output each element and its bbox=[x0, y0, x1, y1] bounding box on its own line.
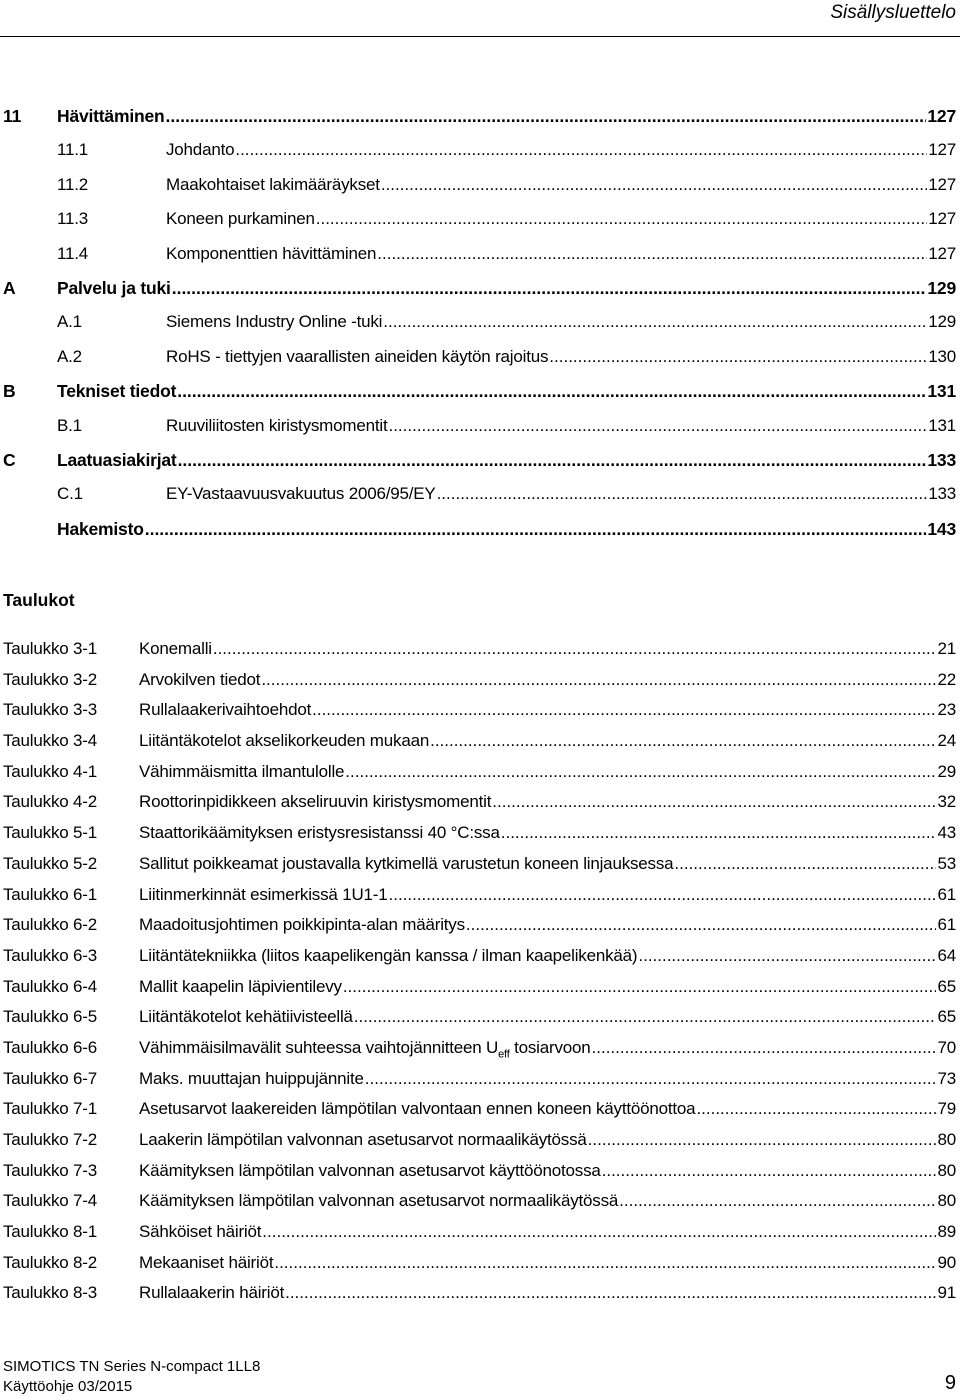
table-entry-number: Taulukko 7-1 bbox=[3, 1099, 97, 1119]
table-entry-title: Liitäntäkotelot akselikorkeuden mukaan bbox=[139, 731, 430, 751]
table-entry-number: Taulukko 3-3 bbox=[3, 700, 97, 720]
table-entry[interactable] bbox=[0, 695, 960, 726]
table-of-contents bbox=[0, 100, 960, 547]
table-entry[interactable] bbox=[0, 972, 960, 1003]
toc-entry-chapter-11[interactable] bbox=[0, 100, 960, 134]
toc-entry-11-2[interactable] bbox=[0, 169, 960, 203]
toc-entry-title: Hakemisto bbox=[57, 518, 144, 539]
toc-entry-a-1[interactable] bbox=[0, 306, 960, 340]
toc-entry-page: 127 bbox=[928, 209, 956, 229]
toc-entry-page: 127 bbox=[928, 174, 956, 194]
title-text: Vähimmäisilmavälit suhteessa vaihtojännitteen U bbox=[139, 1037, 499, 1057]
toc-entry-number: B.1 bbox=[57, 415, 82, 435]
table-entry-number: Taulukko 6-2 bbox=[3, 915, 97, 935]
toc-entry-number: C.1 bbox=[57, 484, 83, 504]
dot-leader bbox=[354, 1007, 937, 1027]
dot-leader bbox=[602, 1161, 937, 1181]
table-entry[interactable] bbox=[0, 665, 960, 696]
toc-entry-b-1[interactable] bbox=[0, 410, 960, 444]
toc-entry-title: Palvelu ja tuki bbox=[57, 277, 171, 298]
table-entry[interactable] bbox=[0, 634, 960, 665]
footer-page-number: 9 bbox=[944, 1372, 956, 1394]
table-entry-title: Laakerin lämpötilan valvonnan asetusarvot normaalikäytössä bbox=[139, 1130, 587, 1149]
table-entry-title: Liitäntäkotelot kehätiivisteellä bbox=[139, 1007, 353, 1027]
dot-leader bbox=[172, 278, 927, 299]
table-entry-page: 70 bbox=[937, 1037, 956, 1057]
table-entry[interactable] bbox=[0, 1217, 960, 1248]
toc-entry-page: 129 bbox=[927, 277, 956, 298]
table-entry[interactable] bbox=[0, 1094, 960, 1125]
table-entry-page: 64 bbox=[937, 945, 956, 965]
toc-entry-title: Komponenttien hävittäminen bbox=[166, 243, 377, 263]
dot-leader bbox=[549, 347, 927, 367]
toc-entry-number: 11 bbox=[3, 106, 22, 126]
table-entry-number: Taulukko 4-1 bbox=[3, 761, 97, 781]
tables-section-title: Taulukot bbox=[3, 590, 75, 610]
toc-entry-11-1[interactable] bbox=[0, 134, 960, 168]
dot-leader bbox=[383, 312, 927, 332]
toc-entry-number: 11.3 bbox=[57, 209, 89, 229]
toc-entry-page: 131 bbox=[928, 415, 956, 435]
dot-leader bbox=[592, 1038, 937, 1058]
footer-product-name: SIMOTICS TN Series N-compact 1LL8 bbox=[3, 1358, 261, 1375]
table-entry-page: 90 bbox=[937, 1252, 956, 1272]
table-entry-title: Vähimmäismitta ilmantulolle bbox=[139, 761, 345, 781]
dot-leader bbox=[343, 977, 937, 997]
toc-entry-title: Tekniset tiedot bbox=[57, 381, 177, 402]
dot-leader bbox=[213, 639, 937, 659]
toc-entry-11-3[interactable] bbox=[0, 203, 960, 237]
table-entry-page: 80 bbox=[937, 1130, 956, 1149]
table-entry-title: Roottorinpidikkeen akseliruuvin kiristysmomentit bbox=[139, 792, 492, 812]
table-entry-number: Taulukko 6-7 bbox=[3, 1068, 97, 1088]
running-header-title: Sisällysluettelo bbox=[830, 2, 956, 23]
dot-leader bbox=[466, 915, 937, 935]
toc-entry-number: 11.1 bbox=[57, 140, 89, 160]
toc-entry-page: 127 bbox=[928, 140, 956, 160]
dot-leader bbox=[345, 762, 936, 782]
table-entry-page: 73 bbox=[937, 1068, 956, 1088]
toc-entry-c-1[interactable] bbox=[0, 478, 960, 512]
table-entry-title: Maks. muuttajan huippujännite bbox=[139, 1068, 364, 1088]
toc-entry-number: 11.4 bbox=[57, 243, 89, 263]
table-entry-page: 61 bbox=[937, 884, 956, 904]
table-entry-page: 79 bbox=[937, 1099, 956, 1119]
footer-document-edition: Käyttöohje 03/2015 bbox=[3, 1378, 133, 1395]
table-entry[interactable] bbox=[0, 818, 960, 849]
table-entry-title: Rullalaakerivaihtoehdot bbox=[139, 700, 312, 720]
table-entry[interactable] bbox=[0, 910, 960, 941]
toc-entry-title: Hävittäminen bbox=[57, 106, 165, 126]
table-entry[interactable] bbox=[0, 1002, 960, 1033]
toc-entry-page: 133 bbox=[927, 449, 956, 470]
dot-leader bbox=[696, 1099, 936, 1119]
dot-leader bbox=[145, 519, 927, 540]
dot-leader bbox=[261, 670, 936, 690]
toc-entry-a-2[interactable] bbox=[0, 341, 960, 375]
table-entry-number: Taulukko 3-1 bbox=[3, 639, 97, 658]
toc-entry-title: Ruuviliitosten kiristysmomentit bbox=[166, 415, 388, 435]
table-entry-number: Taulukko 6-3 bbox=[3, 945, 97, 965]
toc-entry-page: 130 bbox=[928, 346, 956, 366]
table-entry-title bbox=[139, 1038, 591, 1060]
dot-leader bbox=[316, 209, 927, 229]
toc-entry-number: A.2 bbox=[57, 346, 82, 366]
list-of-tables bbox=[0, 634, 960, 1309]
toc-entry-number: B bbox=[3, 381, 16, 402]
table-entry-number: Taulukko 6-1 bbox=[3, 884, 97, 904]
table-entry-page: 29 bbox=[937, 761, 956, 781]
toc-entry-title: EY-Vastaavuusvakuutus 2006/95/EY bbox=[166, 484, 436, 504]
table-entry-number: Taulukko 3-2 bbox=[3, 669, 97, 689]
toc-entry-page: 133 bbox=[928, 484, 956, 504]
table-entry-title: Sallitut poikkeamat joustavalla kytkimellä varustetun koneen linjauksessa bbox=[139, 853, 674, 873]
dot-leader bbox=[381, 175, 927, 195]
table-entry-number: Taulukko 6-6 bbox=[3, 1037, 97, 1057]
toc-entry-number: A.1 bbox=[57, 312, 82, 332]
table-entry-number: Taulukko 6-4 bbox=[3, 976, 97, 996]
table-entry-page: 61 bbox=[937, 915, 956, 935]
toc-entry-page: 131 bbox=[927, 381, 956, 402]
table-entry[interactable] bbox=[0, 1125, 960, 1156]
dot-leader bbox=[178, 450, 927, 471]
table-entry-page: 23 bbox=[937, 700, 956, 720]
table-entry[interactable] bbox=[0, 941, 960, 972]
toc-entry-chapter-a[interactable] bbox=[0, 272, 960, 306]
dot-leader bbox=[588, 1130, 937, 1150]
table-entry-page: 91 bbox=[937, 1283, 956, 1303]
toc-entry-number: 11.2 bbox=[57, 174, 89, 194]
table-entry-title: Maadoitusjohtimen poikkipinta-alan määritys bbox=[139, 915, 465, 935]
table-entry-title: Konemalli bbox=[139, 639, 212, 658]
toc-entry-page: 127 bbox=[928, 243, 956, 263]
table-entry-page: 21 bbox=[937, 639, 956, 658]
table-entry[interactable] bbox=[0, 880, 960, 911]
toc-entry-title: Johdanto bbox=[166, 140, 235, 160]
header-divider bbox=[0, 36, 960, 37]
table-entry-page: 24 bbox=[937, 731, 956, 751]
dot-leader bbox=[389, 885, 937, 905]
dot-leader bbox=[365, 1069, 937, 1089]
toc-entry-chapter-b[interactable] bbox=[0, 375, 960, 409]
table-entry-title: Käämityksen lämpötilan valvonnan asetusarvot normaalikäytössä bbox=[139, 1191, 619, 1211]
table-entry-page: 22 bbox=[937, 669, 956, 689]
table-entry[interactable] bbox=[0, 1033, 960, 1064]
title-text: tosiarvoon bbox=[509, 1037, 591, 1057]
dot-leader bbox=[285, 1283, 936, 1303]
toc-entry-11-4[interactable] bbox=[0, 238, 960, 272]
dot-leader bbox=[377, 244, 927, 264]
dot-leader bbox=[437, 484, 928, 504]
table-entry-page: 89 bbox=[937, 1222, 956, 1242]
table-entry-number: Taulukko 7-2 bbox=[3, 1130, 97, 1149]
table-entry-number: Taulukko 5-2 bbox=[3, 853, 97, 873]
dot-leader bbox=[674, 854, 936, 874]
table-entry-title: Arvokilven tiedot bbox=[139, 669, 261, 689]
toc-entry-title: Koneen purkaminen bbox=[166, 209, 315, 229]
table-entry-title: Liitäntätekniikka (liitos kaapelikengän kanssa / ilman kaapelikenkää) bbox=[139, 945, 638, 965]
table-entry-title: Staattorikäämityksen eristysresistanssi 40 °C:ssa bbox=[139, 823, 500, 843]
dot-leader bbox=[501, 823, 937, 843]
toc-entry-page: 143 bbox=[927, 518, 956, 539]
table-entry[interactable] bbox=[0, 1064, 960, 1095]
table-entry-page: 32 bbox=[937, 792, 956, 812]
dot-leader bbox=[638, 946, 936, 966]
table-entry-number: Taulukko 8-1 bbox=[3, 1222, 97, 1242]
table-entry-page: 53 bbox=[937, 853, 956, 873]
table-entry[interactable] bbox=[0, 1278, 960, 1309]
table-entry-number: Taulukko 6-5 bbox=[3, 1007, 97, 1027]
dot-leader bbox=[235, 140, 927, 160]
table-entry-title: Käämityksen lämpötilan valvonnan asetusarvot käyttöönotossa bbox=[139, 1160, 601, 1180]
table-entry[interactable] bbox=[0, 1186, 960, 1217]
toc-entry-chapter-c[interactable] bbox=[0, 444, 960, 478]
table-entry-title: Mekaaniset häiriöt bbox=[139, 1252, 274, 1272]
dot-leader bbox=[619, 1191, 936, 1211]
table-entry-page: 65 bbox=[937, 1007, 956, 1027]
table-entry-page: 80 bbox=[937, 1160, 956, 1180]
table-entry[interactable] bbox=[0, 1156, 960, 1187]
table-entry[interactable] bbox=[0, 1248, 960, 1279]
dot-leader bbox=[388, 416, 927, 436]
dot-leader bbox=[262, 1222, 936, 1242]
table-entry-number: Taulukko 8-2 bbox=[3, 1252, 97, 1272]
table-entry-title: Rullalaakerin häiriöt bbox=[139, 1283, 285, 1303]
toc-entry-number: C bbox=[3, 449, 16, 470]
table-entry-title: Liitinmerkinnät esimerkissä 1U1-1 bbox=[139, 884, 388, 904]
dot-leader bbox=[492, 792, 936, 812]
dot-leader bbox=[312, 700, 936, 720]
table-entry[interactable] bbox=[0, 787, 960, 818]
table-entry-number: Taulukko 4-2 bbox=[3, 792, 97, 812]
table-entry-number: Taulukko 3-4 bbox=[3, 731, 97, 751]
toc-entry-title: Laatuasiakirjat bbox=[57, 449, 177, 470]
toc-entry-title: RoHS - tiettyjen vaarallisten aineiden käytön rajoitus bbox=[166, 346, 549, 366]
title-subscript: eff bbox=[498, 1048, 510, 1061]
toc-entry-title: Siemens Industry Online -tuki bbox=[166, 312, 383, 332]
table-entry-number: Taulukko 7-3 bbox=[3, 1160, 97, 1180]
dot-leader bbox=[430, 731, 936, 751]
table-entry-number: Taulukko 7-4 bbox=[3, 1191, 97, 1211]
toc-entry-index[interactable] bbox=[0, 513, 960, 547]
table-entry[interactable] bbox=[0, 849, 960, 880]
table-entry[interactable] bbox=[0, 757, 960, 788]
dot-leader bbox=[274, 1253, 936, 1273]
table-entry-page: 65 bbox=[937, 976, 956, 996]
table-entry-number: Taulukko 5-1 bbox=[3, 823, 97, 843]
table-entry-page: 43 bbox=[937, 823, 956, 843]
toc-entry-title: Maakohtaiset lakimääräykset bbox=[166, 174, 380, 194]
table-entry-page: 80 bbox=[937, 1191, 956, 1211]
toc-entry-page: 127 bbox=[927, 106, 956, 126]
table-entry-title: Mallit kaapelin läpivientilevy bbox=[139, 976, 342, 996]
toc-entry-number: A bbox=[3, 277, 16, 298]
table-entry[interactable] bbox=[0, 726, 960, 757]
dot-leader bbox=[166, 106, 927, 127]
table-entry-title: Asetusarvot laakereiden lämpötilan valvontaan ennen koneen käyttöönottoa bbox=[139, 1099, 696, 1119]
toc-entry-page: 129 bbox=[928, 312, 956, 332]
table-entry-title: Sähköiset häiriöt bbox=[139, 1222, 262, 1242]
table-entry-number: Taulukko 8-3 bbox=[3, 1283, 97, 1303]
dot-leader bbox=[177, 381, 926, 402]
